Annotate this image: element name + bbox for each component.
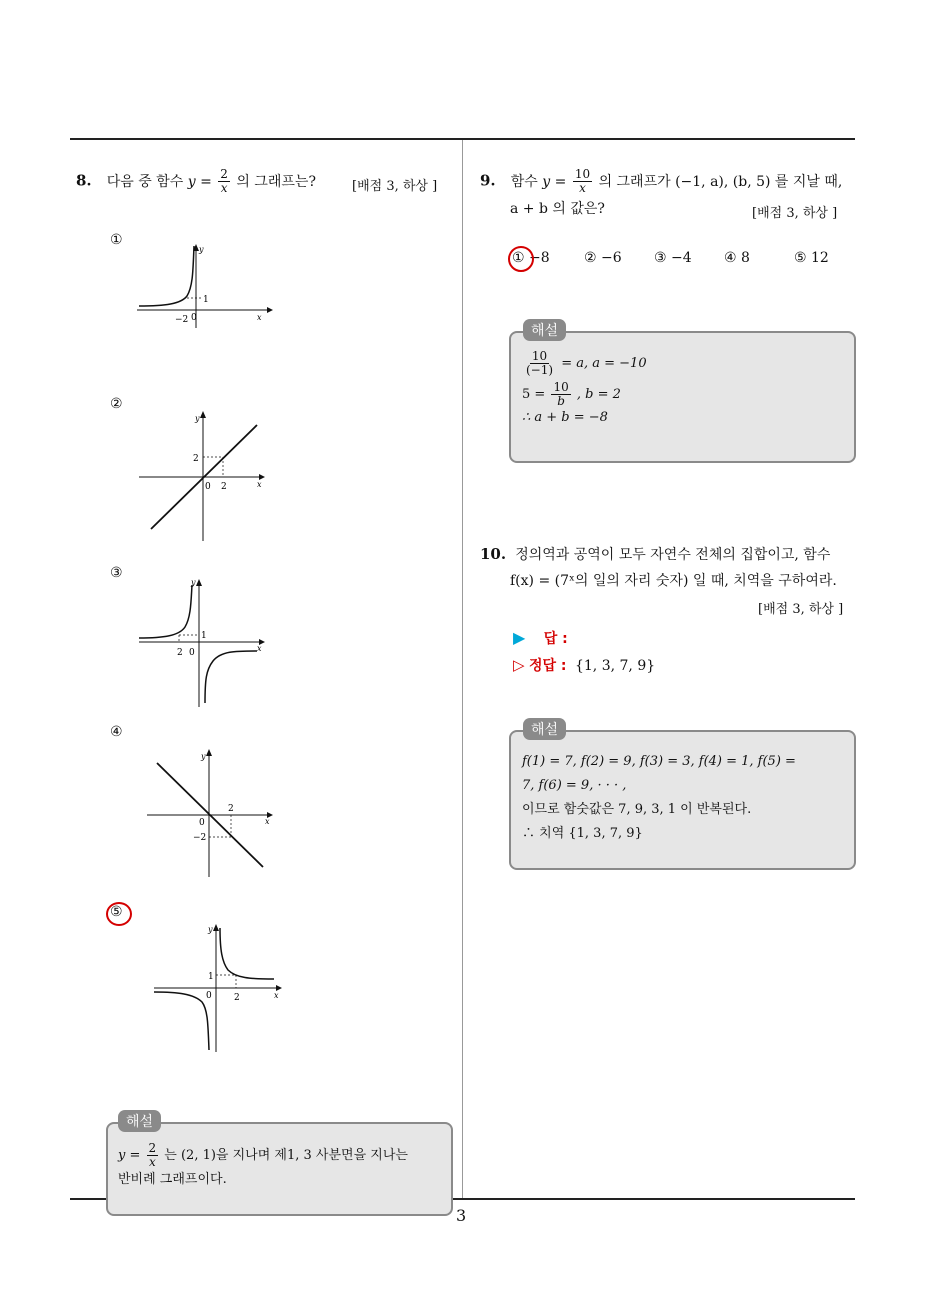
question-text-line1: 정의역과 공역이 모두 자연수 전체의 집합이고, 함수	[515, 547, 831, 563]
correct-label: 정답 :	[529, 658, 567, 674]
correct-arrow-icon: ▷	[513, 656, 525, 674]
page-number: 3	[456, 1206, 467, 1225]
option-4-label[interactable]: ④	[110, 724, 123, 740]
q8-explanation-tag: 해설	[118, 1110, 161, 1132]
tick-label: 2	[177, 648, 183, 658]
tick-label: 2	[234, 993, 240, 1003]
option-1[interactable]: ① −8	[512, 250, 550, 266]
question-number: 10.	[480, 545, 507, 563]
question-9-meta: [배점 3, 하상 ]	[752, 206, 838, 221]
tick-label: 1	[201, 631, 207, 641]
axis-label-x: x	[257, 313, 262, 322]
tick-label: −2	[175, 315, 189, 325]
axis-label-y: y	[208, 925, 213, 934]
question-number: 8.	[76, 171, 92, 190]
question-text: 다음 중 함수 y = $\frac{2}{x}$ 의 그래프는?	[106, 167, 316, 195]
question-10-meta: [배점 3, 하상 ]	[758, 602, 844, 617]
option-3-label[interactable]: ③	[110, 565, 123, 581]
tick-label: 1	[203, 295, 209, 305]
tick-label: 2	[228, 804, 234, 814]
option-2-label[interactable]: ②	[110, 396, 123, 412]
question-9	[480, 168, 860, 195]
fraction: $\frac{10}{(-1)}$	[526, 349, 554, 377]
option-3[interactable]: ③ −4	[654, 250, 692, 266]
option-1-label[interactable]: ①	[110, 232, 123, 248]
axis-label-x: x	[257, 644, 262, 653]
selected-mark	[106, 902, 132, 926]
tick-label: 2	[193, 454, 199, 464]
tick-label: 0	[189, 648, 195, 658]
option-4[interactable]: ④ 8	[724, 250, 750, 266]
axis-label-x: x	[257, 480, 262, 489]
column-divider	[462, 140, 463, 1200]
tick-label: 0	[199, 818, 205, 828]
selected-mark	[508, 246, 534, 272]
tick-label: −2	[193, 833, 207, 843]
q9-explanation-tag: 해설	[523, 319, 566, 341]
option-1-graph	[135, 240, 275, 330]
option-5-label[interactable]: ⑤	[110, 904, 123, 920]
question-10-line2: f(x) = (7ˣ의 일의 자리 숫자) 일 때, 치역을 구하여라.	[510, 573, 837, 589]
question-9-line2: a + b 의 값은?	[510, 201, 605, 217]
fraction: $\frac{2}{x}$	[148, 1141, 157, 1169]
correct-row	[513, 655, 655, 675]
fraction: $\frac{10}{b}$	[553, 380, 569, 408]
q8-explanation-body: y = $\frac{2}{x}$ 는 (2, 1)을 지나며 제1, 3 사분면을 지나는 반비례 그래프이다.	[118, 1141, 408, 1187]
question-10	[480, 544, 860, 566]
question-number: 9.	[480, 171, 496, 190]
option-5[interactable]: ⑤ 12	[794, 250, 829, 266]
q10-explanation-body: f(1) = 7, f(2) = 9, f(3) = 3, f(4) = 1, f(5) = 7, f(6) = 9, · · · , 이므로 함숫값은 7, 9, 3, 1 이 반복된다. ∴ 치역 {1, 3, 7, 9}	[522, 754, 796, 841]
correct-value: {1, 3, 7, 9}	[574, 658, 656, 674]
tick-label: 0	[206, 991, 212, 1001]
option-2-graph	[135, 405, 275, 545]
answer-row	[513, 628, 568, 648]
option-2[interactable]: ② −6	[584, 250, 622, 266]
option-4-graph	[145, 745, 280, 880]
axis-label-x: x	[274, 991, 279, 1000]
tick-label: 0	[205, 482, 211, 492]
q10-explanation-tag: 해설	[523, 718, 566, 740]
question-text: 함수 y = $\frac{10}{x}$ 의 그래프가 (−1, a), (b, 5) 를 지날 때,	[510, 167, 843, 195]
axis-label-y: y	[201, 752, 206, 761]
answer-arrow-icon: ▶	[513, 628, 526, 647]
axis-label-y: y	[191, 578, 196, 587]
tick-label: 0	[191, 313, 197, 323]
option-3-graph	[135, 575, 275, 710]
q9-explanation-body: $\frac{10}{(-1)}$ = a, a = −10 5 = $\frac{10}{b}$ , b = 2 ∴ a + b = −8	[522, 349, 647, 425]
axis-label-x: x	[265, 817, 270, 826]
option-5-graph	[150, 922, 290, 1054]
axis-label-y: y	[199, 245, 204, 254]
fraction: $\frac{2}{x}$	[220, 167, 228, 195]
axis-label-y: y	[195, 414, 200, 423]
question-8-meta: [배점 3, 하상 ]	[352, 179, 438, 194]
tick-label: 1	[208, 972, 214, 982]
fraction: $\frac{10}{x}$	[574, 167, 591, 195]
tick-label: 2	[221, 482, 227, 492]
answer-label: 답 :	[543, 631, 568, 647]
